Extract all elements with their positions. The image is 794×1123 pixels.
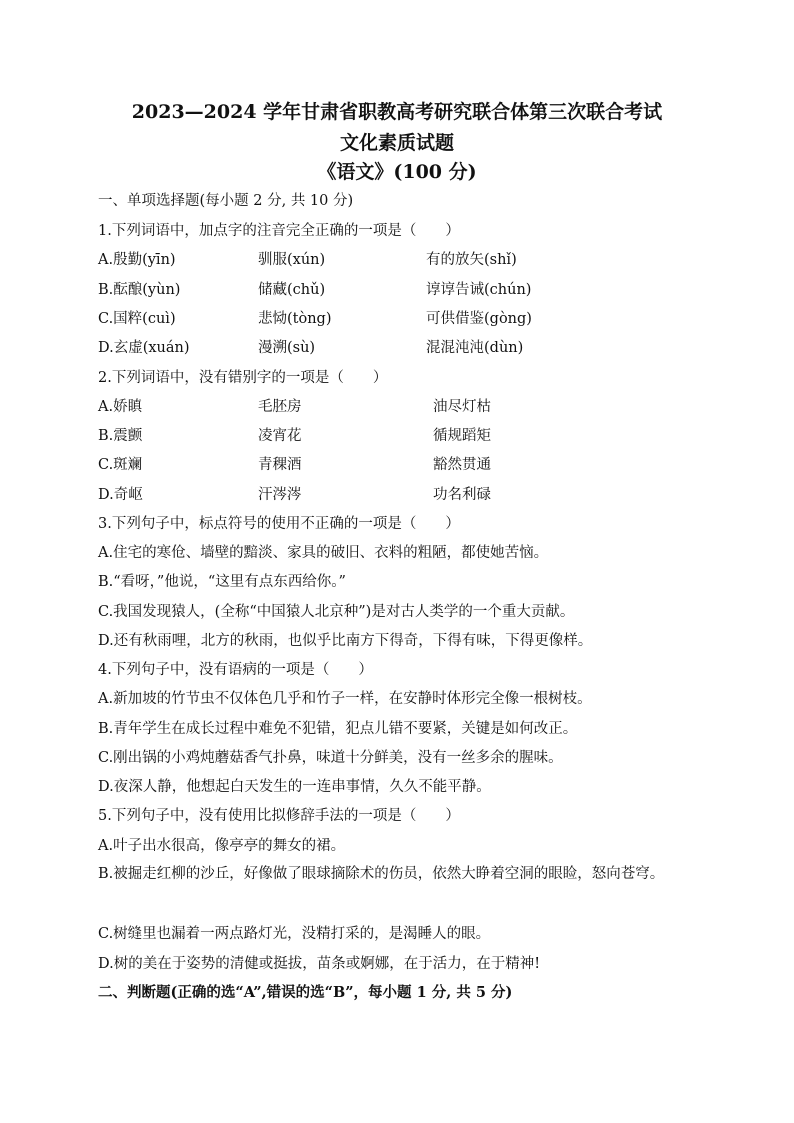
- q1-option-a-word3: 有的放矢(shǐ): [426, 252, 517, 268]
- q4-option-c: C.刚出锅的小鸡炖蘑菇香气扑鼻，味道十分鲜美，没有一丝多余的腥味。: [98, 750, 563, 766]
- q3-option-d: D.还有秋雨哩，北方的秋雨，也似乎比南方下得奇，下得有味，下得更像样。: [98, 633, 593, 649]
- q3-option-a: A.住宅的寒伧、墙壁的黯淡、家具的破旧、衣料的粗陋，都使她苦恼。: [98, 545, 549, 561]
- q1-option-c-word3: 可供借鉴(gòng): [426, 311, 532, 327]
- question-2-stem: 2.下列词语中，没有错别字的一项是（ ）: [98, 370, 388, 386]
- exam-title: 2023—2024 学年甘肃省职教高考研究联合体第三次联合考试: [131, 101, 663, 123]
- q1-option-b: B.酝酿(yùn): [98, 282, 181, 298]
- q1-option-b-word2: 储藏(chǔ): [258, 282, 326, 298]
- q2-option-b-word3: 循规蹈矩: [433, 428, 491, 444]
- q4-option-b: B.青年学生在成长过程中难免不犯错，犯点儿错不要紧，关键是如何改正。: [98, 721, 578, 737]
- q5-option-d: D.树的美在于姿势的清健或挺拔，苗条或婀娜，在于活力，在于精神!: [98, 956, 541, 972]
- q1-option-a: A.殷勤(yīn): [98, 252, 176, 268]
- question-5-stem: 5.下列句子中，没有使用比拟修辞手法的一项是（ ）: [98, 808, 460, 824]
- q1-option-d-word2: 漫溯(sù): [258, 340, 316, 356]
- q4-option-d: D.夜深人静，他想起白天发生的一连串事情，久久不能平静。: [98, 779, 491, 795]
- q1-option-a-word2: 驯服(xún): [258, 252, 326, 268]
- question-1-stem: 1.下列词语中，加点字的注音完全正确的一项是（ ）: [98, 223, 460, 239]
- q2-option-c-word2: 青稞酒: [258, 457, 302, 473]
- q5-option-a: A.叶子出水很高，像亭亭的舞女的裙。: [98, 838, 346, 854]
- q1-option-c-word2: 悲恸(tòng): [258, 311, 332, 327]
- q2-option-d: D.奇岖: [98, 487, 143, 503]
- q2-option-c: C.斑斓: [98, 457, 143, 473]
- question-3-stem: 3.下列句子中，标点符号的使用不正确的一项是（ ）: [98, 516, 460, 532]
- subject-title: 《语文》(100 分): [317, 161, 477, 183]
- q1-option-b-word3: 谆谆告诫(chún): [426, 282, 532, 298]
- q2-option-d-word3: 功名利碌: [433, 487, 491, 503]
- q1-option-d-word3: 混混沌沌(dùn): [426, 340, 524, 356]
- q2-option-b-word2: 凌宵花: [258, 428, 302, 444]
- q2-option-d-word2: 汗涔涔: [258, 487, 302, 503]
- q1-option-c: C.国粹(cuì): [98, 311, 176, 327]
- q5-option-b: B.被掘走红柳的沙丘，好像做了眼球摘除术的伤员，依然大睁着空洞的眼睑，怒向苍穹。: [98, 866, 665, 882]
- q3-option-b: B.“看呀，”他说，“这里有点东西给你。”: [98, 574, 346, 590]
- section-1-heading: 一、单项选择题(每小题 2 分, 共 10 分): [98, 193, 354, 209]
- q3-option-c: C.我国发现猿人，(全称“中国猿人北京种”)是对古人类学的一个重大贡献。: [98, 604, 575, 620]
- q2-option-c-word3: 豁然贯通: [433, 457, 491, 473]
- section-2-heading: 二、判断题(正确的选“A”,错误的选“B”，每小题 1 分, 共 5 分): [98, 984, 513, 1001]
- q2-option-a-word2: 毛胚房: [258, 399, 302, 415]
- q2-option-a-word3: 油尽灯枯: [433, 399, 491, 415]
- q5-option-c: C.树缝里也漏着一两点路灯光，没精打采的，是渴睡人的眼。: [98, 926, 491, 942]
- q1-option-d: D.玄虚(xuán): [98, 340, 190, 356]
- q4-option-a: A.新加坡的竹节虫不仅体色几乎和竹子一样，在安静时体形完全像一根树枝。: [98, 691, 592, 707]
- q2-option-b: B.震颤: [98, 428, 143, 444]
- q2-option-a: A.娇瞋: [98, 399, 143, 415]
- exam-subtitle: 文化素质试题: [339, 132, 454, 154]
- question-4-stem: 4.下列句子中，没有语病的一项是（ ）: [98, 662, 373, 678]
